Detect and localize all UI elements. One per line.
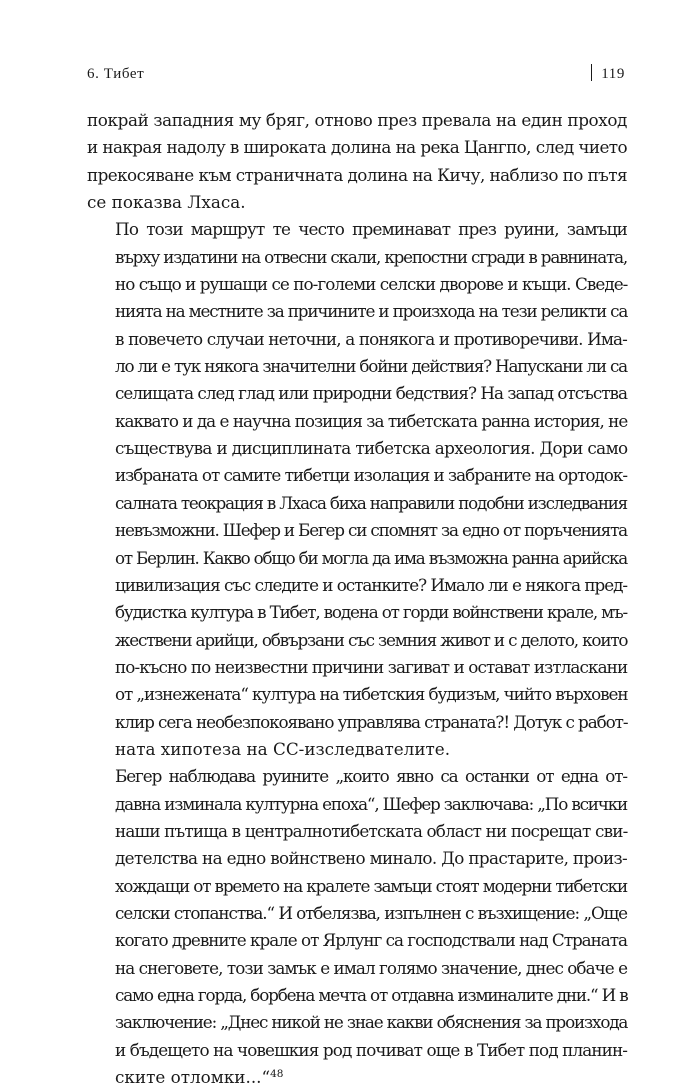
text-line: наши пътища в централнотибетската област ни посрещат сви- bbox=[115, 820, 628, 841]
text-line-last bbox=[87, 1064, 627, 1091]
text-line: невъзможни. Шефер и Бегер си спомнят за едно от поръченията bbox=[115, 520, 627, 541]
text-line: будистка култура в Тибет, водена от горди войнствени крале, мъ- bbox=[115, 602, 627, 623]
text-line: от Берлин. Какво общо би могла да има възможна ранна арийска bbox=[115, 547, 627, 568]
text-line: селски стопанства.“ И отбелязва, изпълнен с възхищение: „Още bbox=[115, 902, 627, 923]
body-text bbox=[87, 107, 627, 1091]
text-line: съществува и дисциплината тибетска археология. Дори само bbox=[115, 438, 628, 459]
text-line: заключение: „Днес никой не знае какви обяснения за произхода bbox=[115, 1012, 628, 1033]
text-line: ната хипотеза на СС-изследвателите. bbox=[115, 738, 451, 759]
text-line: Бегер наблюдава руините „които явно са останки от една от- bbox=[115, 766, 627, 787]
text-line: се показва Лхаса. bbox=[87, 192, 246, 213]
text-line: каквато и да е научна позиция за тибетската ранна история, не bbox=[115, 410, 628, 431]
footnote-reference: 48 bbox=[270, 1068, 284, 1081]
text-line: клир сега необезпокоявано управлява страната?! Дотук с работ- bbox=[115, 711, 628, 732]
text-line: когато древните крале от Ярлунг са господствали над Страната bbox=[115, 930, 627, 951]
text-line: селищата след глад или природни бедствия? На запад отсъства bbox=[115, 383, 627, 404]
text-line: от „изнежената“ култура на тибетския будизъм, чийто върховен bbox=[115, 684, 628, 705]
header-divider bbox=[591, 64, 592, 81]
text-line: ло ли е тук някога значителни бойни действия? Напускани ли са bbox=[115, 356, 627, 377]
text-line: и накрая надолу в широката долина на река Цангпо, след чието bbox=[87, 137, 627, 158]
text-line: избраната от самите тибетци изолация и забраните на ортодок- bbox=[115, 465, 627, 486]
text-line: но също и рушащи се по-големи селски дворове и къщи. Сведе- bbox=[115, 274, 628, 295]
text-line: само една горда, борбена мечта от отдавна изминалите дни.“ И в bbox=[115, 985, 628, 1005]
text-line: и бъдещето на човешкия род почиват още в Тибет под планин- bbox=[115, 1039, 628, 1060]
text-line: салната теокрация в Лхаса биха направили подобни изследвания bbox=[115, 492, 627, 513]
page-number-wrap bbox=[591, 62, 625, 86]
text-line: в повечето случаи неточни, а понякога и противоречиви. Има- bbox=[115, 328, 627, 349]
closing-text: ските отломки...“ bbox=[115, 1067, 271, 1088]
text-line: нията на местните за причините и произхода на тези реликти са bbox=[115, 301, 628, 322]
paragraph-2 bbox=[87, 216, 627, 763]
running-header bbox=[87, 62, 627, 86]
text-line: хождащи от времето на кралете замъци стоят модерни тибетски bbox=[115, 875, 627, 896]
text-line: покрай западния му бряг, отново през превала на един проход bbox=[87, 110, 627, 130]
text-line: прекосяване към страничната долина на Кичу, наблизо по пътя bbox=[87, 164, 627, 185]
page-number: 119 bbox=[601, 66, 625, 82]
text-line: цивилизация със следите и останките? Имало ли е някога пред- bbox=[115, 574, 627, 595]
text-line: давна изминала културна епоха“, Шефер заключава: „По всички bbox=[115, 793, 627, 814]
text-line: върху издатини на отвесни скали, крепостни сгради в равнината, bbox=[115, 246, 627, 267]
paragraph-3 bbox=[87, 763, 627, 1091]
text-line: жествени арийци, обвързани със земния живот и с делото, които bbox=[115, 629, 628, 650]
chapter-title: 6. Тибет bbox=[87, 66, 145, 82]
text-line: По този маршрут те често преминават през руини, замъци bbox=[115, 219, 627, 240]
text-line: по-късно по неизвестни причини загиват и остават изтласкани bbox=[115, 656, 628, 677]
text-line: детелства на едно войнствено минало. До прастарите, произ- bbox=[115, 848, 628, 869]
text-line: на снеговете, този замък е имал голямо значение, днес обаче е bbox=[115, 957, 628, 978]
paragraph-1 bbox=[87, 107, 627, 216]
